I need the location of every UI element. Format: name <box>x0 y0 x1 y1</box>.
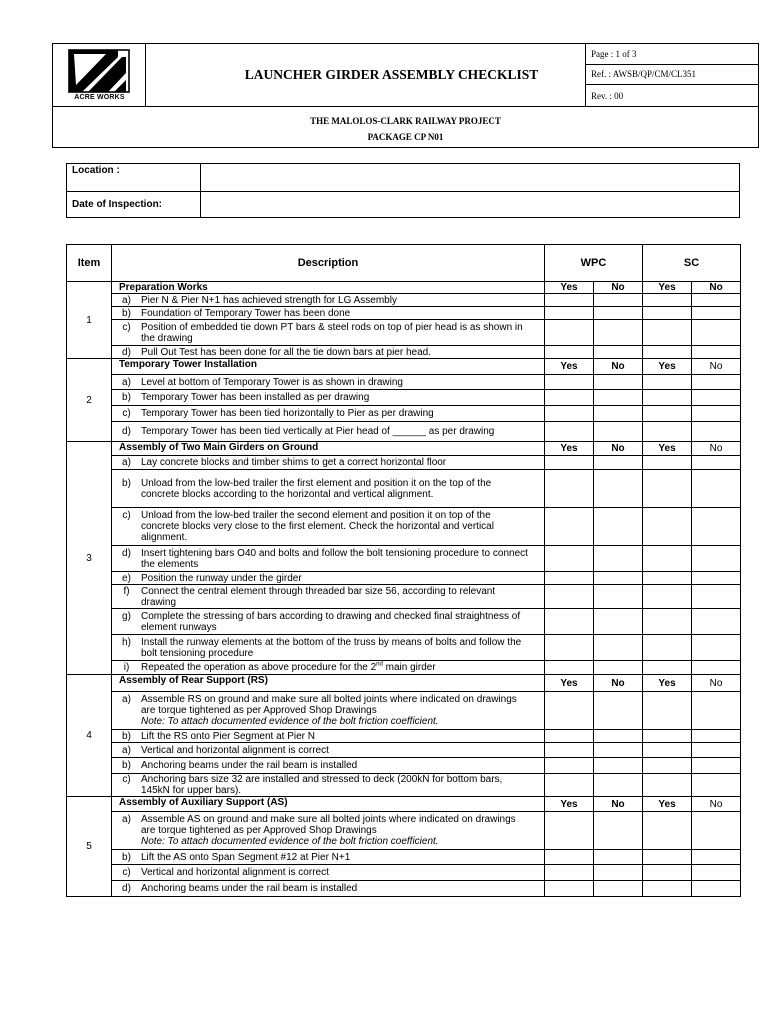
checklist-row <box>67 865 741 881</box>
sc-no-checkbox[interactable] <box>692 774 741 797</box>
item-text: Anchoring bars size 32 are installed and stressed to deck (200kN for bottom bars, 145kN for upper bars). <box>141 774 503 796</box>
item-text: Pier N & Pier N+1 has achieved strength for LG Assembly <box>141 294 397 306</box>
item-text: Position the runway under the girder <box>141 572 302 584</box>
sc-yes-checkbox[interactable] <box>643 572 692 585</box>
checklist-row <box>67 546 741 572</box>
item-letter: a) <box>122 294 131 306</box>
wpc-yes-checkbox[interactable] <box>545 609 594 635</box>
location-label: Location : <box>67 164 201 191</box>
checklist-item-description <box>112 346 545 359</box>
wpc-yes-checkbox[interactable] <box>545 456 594 470</box>
sc-yes-checkbox[interactable] <box>643 609 692 635</box>
section-row <box>67 675 741 692</box>
section-row <box>67 442 741 456</box>
sc-yes-checkbox[interactable] <box>643 881 692 897</box>
sc-no-checkbox[interactable] <box>692 546 741 572</box>
logo <box>53 44 146 106</box>
checklist-row <box>67 456 741 470</box>
checklist-item-description <box>112 585 545 609</box>
sc-yes-checkbox[interactable] <box>643 470 692 508</box>
sc-yes-checkbox[interactable] <box>643 546 692 572</box>
wpc-no-label: No <box>594 282 643 294</box>
item-letter: a) <box>122 744 131 756</box>
document-meta <box>585 44 758 106</box>
project-info <box>53 106 758 148</box>
checklist-row <box>67 375 741 390</box>
item-text: Temporary Tower has been installed as per drawing <box>141 392 370 403</box>
sc-no-checkbox[interactable] <box>692 390 741 406</box>
document-title: LAUNCHER GIRDER ASSEMBLY CHECKLIST <box>244 67 539 82</box>
checklist-row <box>67 294 741 307</box>
item-text: Foundation of Temporary Tower has been done <box>141 307 351 319</box>
wpc-yes-checkbox[interactable] <box>545 881 594 897</box>
wpc-no-checkbox[interactable] <box>594 307 643 320</box>
section-row <box>67 359 741 375</box>
sc-yes-label: Yes <box>643 359 692 375</box>
wpc-yes-checkbox[interactable] <box>545 390 594 406</box>
item-text: Vertical and horizontal alignment is correct <box>141 867 329 878</box>
sc-no-label: No <box>692 797 741 812</box>
sc-no-checkbox[interactable] <box>692 508 741 546</box>
checklist-row <box>67 422 741 442</box>
wpc-no-checkbox[interactable] <box>594 692 643 730</box>
wpc-no-checkbox[interactable] <box>594 470 643 508</box>
wpc-yes-checkbox[interactable] <box>545 758 594 774</box>
item-letter: g) <box>122 610 131 622</box>
item-letter: b) <box>122 730 131 742</box>
wpc-no-checkbox[interactable] <box>594 546 643 572</box>
wpc-no-checkbox[interactable] <box>594 320 643 346</box>
item-letter: e) <box>122 572 131 584</box>
logo-text: ACRE WORKS <box>74 94 125 101</box>
checklist-row <box>67 585 741 609</box>
checklist-row <box>67 635 741 661</box>
item-text: Lift the AS onto Span Segment #12 at Pier N+1 <box>141 851 351 863</box>
item-letter: h) <box>122 636 131 648</box>
sc-no-checkbox[interactable] <box>692 422 741 442</box>
wpc-yes-checkbox[interactable] <box>545 320 594 346</box>
checklist-item-description <box>112 572 545 585</box>
date-row <box>67 191 739 217</box>
wpc-yes-label: Yes <box>545 442 594 456</box>
wpc-yes-checkbox[interactable] <box>545 346 594 359</box>
checklist-row <box>67 508 741 546</box>
item-letter: c) <box>122 408 131 419</box>
sc-no-checkbox[interactable] <box>692 635 741 661</box>
checklist-row <box>67 850 741 865</box>
wpc-no-label: No <box>594 797 643 812</box>
wpc-no-checkbox[interactable] <box>594 294 643 307</box>
item-text: Anchoring beams under the rail beam is installed <box>141 883 358 894</box>
item-text: Repeated the operation as above procedure for the 2 <box>141 662 377 673</box>
wpc-no-checkbox[interactable] <box>594 609 643 635</box>
project-name: THE MALOLOS-CLARK RAILWAY PROJECT <box>310 116 501 126</box>
sc-yes-checkbox[interactable] <box>643 865 692 881</box>
item-number: 2 <box>67 359 112 442</box>
wpc-no-checkbox[interactable] <box>594 730 643 743</box>
sc-no-checkbox[interactable] <box>692 758 741 774</box>
item-text: Level at bottom of Temporary Tower is as shown in drawing <box>141 376 403 388</box>
wpc-yes-checkbox[interactable] <box>545 294 594 307</box>
sc-yes-checkbox[interactable] <box>643 661 692 675</box>
sc-no-checkbox[interactable] <box>692 307 741 320</box>
wpc-no-checkbox[interactable] <box>594 508 643 546</box>
checklist-item-description <box>112 865 545 881</box>
table-header-row <box>67 245 741 282</box>
section-row <box>67 282 741 294</box>
section-title: Assembly of Auxiliary Support (AS) <box>112 797 545 812</box>
checklist-row <box>67 320 741 346</box>
sc-no-checkbox[interactable] <box>692 661 741 675</box>
document-header <box>52 43 759 148</box>
wpc-yes-label: Yes <box>545 797 594 812</box>
sc-no-checkbox[interactable] <box>692 346 741 359</box>
wpc-no-checkbox[interactable] <box>594 585 643 609</box>
wpc-no-label: No <box>594 675 643 692</box>
wpc-no-checkbox[interactable] <box>594 406 643 422</box>
sc-no-checkbox[interactable] <box>692 692 741 730</box>
item-text: Lay concrete blocks and timber shims to get a correct horizontal floor <box>141 457 447 468</box>
page-number: Page : 1 of 3 <box>586 44 758 65</box>
wpc-no-checkbox[interactable] <box>594 422 643 442</box>
sc-no-checkbox[interactable] <box>692 881 741 897</box>
wpc-no-checkbox[interactable] <box>594 881 643 897</box>
wpc-yes-checkbox[interactable] <box>545 635 594 661</box>
checklist-item-description <box>112 422 545 442</box>
sc-no-checkbox[interactable] <box>692 320 741 346</box>
section-title: Assembly of Rear Support (RS) <box>112 675 545 692</box>
sc-yes-checkbox[interactable] <box>643 774 692 797</box>
item-letter: a) <box>122 376 131 388</box>
sc-yes-checkbox[interactable] <box>643 758 692 774</box>
section-row <box>67 797 741 812</box>
sc-no-checkbox[interactable] <box>692 456 741 470</box>
sc-no-checkbox[interactable] <box>692 743 741 758</box>
item-letter: b) <box>122 760 131 771</box>
checklist-item-description <box>112 609 545 635</box>
item-letter: c) <box>122 774 131 785</box>
item-letter: c) <box>122 510 131 521</box>
sc-yes-checkbox[interactable] <box>643 456 692 470</box>
wpc-yes-checkbox[interactable] <box>545 585 594 609</box>
section-title: Preparation Works <box>112 282 545 294</box>
checklist-row <box>67 470 741 508</box>
wpc-yes-checkbox[interactable] <box>545 375 594 390</box>
sc-no-checkbox[interactable] <box>692 850 741 865</box>
sc-column-header: SC <box>643 245 741 282</box>
sc-no-checkbox[interactable] <box>692 865 741 881</box>
item-letter: a) <box>122 457 131 468</box>
checklist-row <box>67 307 741 320</box>
item-letter: b) <box>122 307 131 319</box>
checklist-item-description <box>112 692 545 730</box>
wpc-column-header: WPC <box>545 245 643 282</box>
wpc-yes-checkbox[interactable] <box>545 422 594 442</box>
sc-no-label: No <box>692 359 741 375</box>
item-number: 5 <box>67 797 112 897</box>
sc-yes-checkbox[interactable] <box>643 422 692 442</box>
sc-yes-checkbox[interactable] <box>643 320 692 346</box>
sc-yes-label: Yes <box>643 282 692 294</box>
section-title: Assembly of Two Main Girders on Ground <box>112 442 545 456</box>
checklist-row <box>67 572 741 585</box>
wpc-yes-label: Yes <box>545 359 594 375</box>
wpc-no-checkbox[interactable] <box>594 865 643 881</box>
wpc-yes-checkbox[interactable] <box>545 661 594 675</box>
wpc-yes-label: Yes <box>545 282 594 294</box>
item-letter: c) <box>122 867 131 878</box>
wpc-yes-checkbox[interactable] <box>545 546 594 572</box>
sc-no-checkbox[interactable] <box>692 375 741 390</box>
item-number: 3 <box>67 442 112 675</box>
item-letter: b) <box>122 392 131 403</box>
wpc-no-checkbox[interactable] <box>594 774 643 797</box>
checklist-row <box>67 609 741 635</box>
description-column-header: Description <box>112 245 545 282</box>
checklist-row <box>67 730 741 743</box>
wpc-no-checkbox[interactable] <box>594 743 643 758</box>
wpc-no-checkbox[interactable] <box>594 635 643 661</box>
sc-yes-checkbox[interactable] <box>643 346 692 359</box>
item-text: Anchoring beams under the rail beam is installed <box>141 760 358 771</box>
wpc-no-label: No <box>594 359 643 375</box>
item-text: Lift the RS onto Pier Segment at Pier N <box>141 730 315 742</box>
sc-no-checkbox[interactable] <box>692 609 741 635</box>
item-text: Temporary Tower has been tied vertically at Pier head of ______ as per drawing <box>141 426 495 437</box>
checklist-row <box>67 774 741 797</box>
date-label: Date of Inspection: <box>67 191 201 217</box>
checklist-row <box>67 881 741 897</box>
checklist-item-description <box>112 812 545 850</box>
acre-works-logo-icon <box>68 49 130 93</box>
wpc-yes-checkbox[interactable] <box>545 812 594 850</box>
package-name: PACKAGE CP N01 <box>367 132 444 142</box>
item-column-header: Item <box>67 245 112 282</box>
wpc-yes-checkbox[interactable] <box>545 470 594 508</box>
item-text: Position of embedded tie down PT bars & steel rods on top of pier head is as shown in the drawing <box>141 321 523 344</box>
item-text: Pull Out Test has been done for all the tie down bars at pier head. <box>141 346 431 358</box>
sc-yes-checkbox[interactable] <box>643 508 692 546</box>
item-letter: i) <box>123 662 130 673</box>
sc-no-label: No <box>692 282 741 294</box>
item-note: Note: To attach documented evidence of the bolt friction coefficient. <box>141 716 439 727</box>
sc-yes-checkbox[interactable] <box>643 730 692 743</box>
ordinal-suffix: nd <box>376 661 383 668</box>
checklist-item-description <box>112 546 545 572</box>
item-text: Unload from the low-bed trailer the second element and position it on top of the concrete blocks very close to the first element. Check the horizontal and vertical alignment. <box>141 510 494 543</box>
wpc-no-checkbox[interactable] <box>594 375 643 390</box>
checklist-item-description <box>112 850 545 865</box>
checklist-item-description <box>112 635 545 661</box>
sc-no-checkbox[interactable] <box>692 470 741 508</box>
checklist-item-description <box>112 456 545 470</box>
sc-yes-label: Yes <box>643 797 692 812</box>
item-number: 4 <box>67 675 112 797</box>
checklist-item-description <box>112 661 545 675</box>
item-letter: c) <box>122 321 131 333</box>
location-row <box>67 164 739 192</box>
sc-yes-checkbox[interactable] <box>643 375 692 390</box>
item-text: Vertical and horizontal alignment is correct <box>141 744 329 756</box>
wpc-no-checkbox[interactable] <box>594 346 643 359</box>
item-letter: f) <box>123 585 130 597</box>
checklist-row <box>67 743 741 758</box>
checklist-item-description <box>112 307 545 320</box>
wpc-yes-checkbox[interactable] <box>545 850 594 865</box>
checklist-row <box>67 812 741 850</box>
checklist-item-description <box>112 758 545 774</box>
sc-yes-checkbox[interactable] <box>643 635 692 661</box>
checklist-item-description <box>112 743 545 758</box>
item-letter: b) <box>122 851 131 863</box>
wpc-yes-checkbox[interactable] <box>545 406 594 422</box>
checklist-item-description <box>112 470 545 508</box>
sc-no-label: No <box>692 442 741 456</box>
checklist-item-description <box>112 406 545 422</box>
item-text: Install the runway elements at the bottom of the truss by means of bolts and follow the bolt tensioning procedure <box>141 636 522 659</box>
wpc-no-checkbox[interactable] <box>594 812 643 850</box>
item-letter: b) <box>122 477 131 489</box>
item-letter: a) <box>122 694 131 705</box>
revision-number: Rev. : 00 <box>591 90 624 101</box>
sc-yes-checkbox[interactable] <box>643 743 692 758</box>
sc-no-checkbox[interactable] <box>692 406 741 422</box>
checklist-item-description <box>112 730 545 743</box>
checklist-item-description <box>112 294 545 307</box>
item-letter: d) <box>122 346 131 358</box>
checklist-item-description <box>112 881 545 897</box>
sc-no-checkbox[interactable] <box>692 812 741 850</box>
item-text: Complete the stressing of bars according to drawing and checked final straightness of element runways <box>141 610 521 633</box>
item-note: Note: To attach documented evidence of the bolt friction coefficient. <box>141 836 439 847</box>
sc-no-checkbox[interactable] <box>692 294 741 307</box>
checklist-row <box>67 406 741 422</box>
wpc-yes-checkbox[interactable] <box>545 572 594 585</box>
sc-no-checkbox[interactable] <box>692 572 741 585</box>
sc-yes-checkbox[interactable] <box>643 294 692 307</box>
sc-yes-label: Yes <box>643 442 692 456</box>
sc-yes-checkbox[interactable] <box>643 692 692 730</box>
wpc-no-checkbox[interactable] <box>594 758 643 774</box>
item-text: Unload from the low-bed trailer the first element and position it on the top of the concrete blocks according to the horizontal and vertical alignment. <box>141 477 492 500</box>
wpc-no-checkbox[interactable] <box>594 850 643 865</box>
checklist-row <box>67 758 741 774</box>
wpc-yes-checkbox[interactable] <box>545 692 594 730</box>
wpc-yes-checkbox[interactable] <box>545 743 594 758</box>
wpc-yes-checkbox[interactable] <box>545 865 594 881</box>
sc-yes-checkbox[interactable] <box>643 307 692 320</box>
item-text: Insert tightening bars O40 and bolts and follow the bolt tensioning procedure to connect the elements <box>141 547 528 570</box>
item-text: Connect the central element through threaded bar size 56, according to relevant drawing <box>141 585 496 608</box>
item-number: 1 <box>67 282 112 359</box>
wpc-yes-checkbox[interactable] <box>545 774 594 797</box>
section-title: Temporary Tower Installation <box>112 359 545 375</box>
checklist-row <box>67 661 741 675</box>
wpc-yes-checkbox[interactable] <box>545 307 594 320</box>
item-text: Assemble RS on ground and make sure all bolted joints where indicated on drawings are torque tightened as per Approved Shop Drawings <box>141 694 517 716</box>
checklist-row <box>67 346 741 359</box>
checklist-item-description <box>112 508 545 546</box>
sc-no-checkbox[interactable] <box>692 730 741 743</box>
wpc-no-checkbox[interactable] <box>594 456 643 470</box>
wpc-yes-checkbox[interactable] <box>545 730 594 743</box>
location-block <box>66 163 740 218</box>
item-letter: a) <box>122 814 131 825</box>
item-letter: d) <box>122 426 131 437</box>
wpc-no-checkbox[interactable] <box>594 390 643 406</box>
wpc-no-checkbox[interactable] <box>594 572 643 585</box>
item-letter: d) <box>122 883 131 894</box>
item-letter: d) <box>122 547 131 559</box>
wpc-no-label: No <box>594 442 643 456</box>
checklist-item-description <box>112 390 545 406</box>
checklist-item-description <box>112 375 545 390</box>
sc-no-label: No <box>692 675 741 692</box>
reference-number: Ref. : AWSB/QP/CM/CL351 <box>586 65 758 86</box>
wpc-yes-checkbox[interactable] <box>545 508 594 546</box>
wpc-no-checkbox[interactable] <box>594 661 643 675</box>
sc-yes-checkbox[interactable] <box>643 390 692 406</box>
sc-yes-checkbox[interactable] <box>643 850 692 865</box>
wpc-yes-label: Yes <box>545 675 594 692</box>
checklist-item-description <box>112 774 545 797</box>
item-text: Assemble AS on ground and make sure all bolted joints where indicated on drawings are torque tightened as per Approved Shop Drawings <box>141 814 516 836</box>
sc-yes-checkbox[interactable] <box>643 812 692 850</box>
checklist-item-description <box>112 320 545 346</box>
sc-no-checkbox[interactable] <box>692 585 741 609</box>
sc-yes-checkbox[interactable] <box>643 406 692 422</box>
sc-yes-checkbox[interactable] <box>643 585 692 609</box>
item-text-tail: main girder <box>382 662 436 673</box>
checklist-row <box>67 390 741 406</box>
checklist-table <box>66 244 741 897</box>
sc-yes-label: Yes <box>643 675 692 692</box>
checklist-row <box>67 692 741 730</box>
item-text: Temporary Tower has been tied horizontally to Pier as per drawing <box>141 408 434 419</box>
